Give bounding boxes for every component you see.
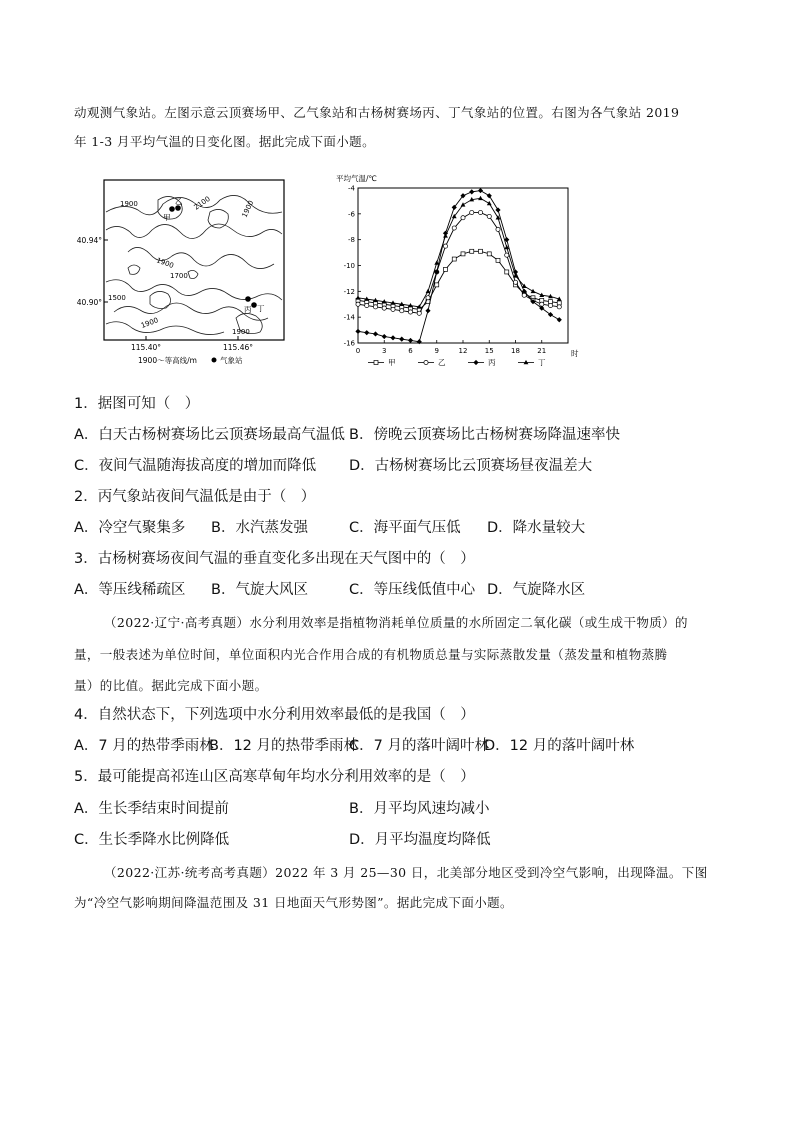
q5-option-c[interactable]: C．生长季降水比例降低 bbox=[74, 832, 230, 848]
q2-option-d[interactable]: D．降水量较大 bbox=[487, 520, 586, 536]
q2-option-c[interactable]: C．海平面气压低 bbox=[349, 520, 461, 536]
series-3 bbox=[355, 188, 561, 344]
data-point bbox=[382, 306, 386, 310]
lat-label: 40.94° bbox=[76, 236, 102, 245]
q5-option-a[interactable]: A．生长季结束时间提前 bbox=[74, 801, 229, 817]
question-2-stem: 2．丙气象站夜间气温低是由于（ ） bbox=[74, 489, 316, 505]
station-label: 丙 bbox=[244, 305, 252, 314]
data-point bbox=[391, 307, 395, 311]
data-point bbox=[461, 202, 466, 206]
chart-ylabel: 平均气温/℃ bbox=[336, 174, 377, 183]
station-jia-marker bbox=[169, 206, 175, 212]
data-point bbox=[478, 196, 483, 200]
passage-2-line-3: 量）的比值。据此完成下面小题。 bbox=[74, 678, 268, 693]
contour-label: 1900 bbox=[232, 328, 250, 336]
y-tick-label: -16 bbox=[343, 339, 355, 348]
data-point bbox=[549, 300, 553, 304]
y-tick-label: -4 bbox=[348, 184, 355, 193]
data-point bbox=[531, 289, 536, 293]
data-point bbox=[557, 317, 562, 322]
y-tick-label: -12 bbox=[343, 287, 355, 296]
data-point bbox=[478, 188, 483, 193]
data-point bbox=[495, 207, 500, 212]
lat-label: 40.90° bbox=[76, 298, 102, 307]
passage-3-line-2: 为“冷空气影响期间降温范围及 31 日地面天气形势图”。据此完成下面小题。 bbox=[74, 895, 513, 910]
contour-label: 1900 bbox=[155, 256, 175, 270]
x-tick-label: 0 bbox=[355, 347, 361, 355]
data-point bbox=[470, 210, 474, 214]
legend-label: 乙 bbox=[438, 358, 446, 367]
data-point bbox=[426, 289, 431, 293]
data-point bbox=[365, 303, 369, 307]
station-label: 乙 bbox=[175, 197, 183, 206]
data-point bbox=[356, 295, 361, 299]
legend-station: 气象站 bbox=[220, 356, 243, 365]
q3-option-b[interactable]: B．气旋大风区 bbox=[211, 582, 308, 598]
series-line bbox=[358, 251, 559, 309]
data-point bbox=[435, 283, 439, 287]
q1-option-b[interactable]: B．傍晚云顶赛场比古杨树赛场降温速率快 bbox=[349, 427, 620, 443]
q3-option-c[interactable]: C．等压线低值中心 bbox=[349, 582, 476, 598]
contour-label: 1700 bbox=[170, 272, 188, 280]
data-point bbox=[373, 331, 378, 336]
passage-2-line-2: 量，一般表述为单位时间，单位面积内光合作用合成的有机物质总量与实际蒸散发量（蒸发量和植物蒸腾 bbox=[74, 647, 668, 662]
data-point bbox=[417, 311, 421, 315]
intro-line-2: 年 1-3 月平均气温的日变化图。据此完成下面小题。 bbox=[74, 134, 375, 149]
data-point bbox=[487, 214, 491, 218]
data-point bbox=[355, 329, 360, 334]
station-yi-marker bbox=[175, 205, 181, 211]
station-label: 丁 bbox=[257, 304, 265, 313]
station-ding-marker bbox=[251, 302, 257, 308]
q3-option-d[interactable]: D．气旋降水区 bbox=[487, 582, 586, 598]
y-tick-label: -8 bbox=[348, 236, 355, 245]
data-point bbox=[548, 303, 552, 307]
data-point bbox=[444, 267, 448, 271]
series-2 bbox=[356, 210, 561, 315]
data-point bbox=[408, 338, 413, 343]
chart-xlabel: 时 bbox=[571, 349, 579, 358]
series-line bbox=[358, 198, 559, 307]
x-tick-label: 18 bbox=[511, 347, 520, 355]
q4-option-b[interactable]: B．12 月的热带季雨林 bbox=[209, 738, 359, 754]
data-point bbox=[487, 193, 492, 198]
data-point bbox=[364, 330, 369, 335]
x-tick-label: 9 bbox=[434, 347, 439, 355]
x-tick-label: 12 bbox=[458, 347, 468, 355]
legend-contour: 1900～等高线/m bbox=[138, 356, 197, 365]
data-point bbox=[426, 296, 430, 300]
data-point bbox=[461, 252, 465, 256]
q4-option-d[interactable]: D．12 月的落叶阔叶林 bbox=[484, 738, 635, 754]
series-line bbox=[358, 213, 559, 314]
x-tick-label: 3 bbox=[382, 347, 387, 355]
q2-option-b[interactable]: B．水汽蒸发强 bbox=[211, 520, 308, 536]
q1-option-d[interactable]: D．古杨树赛场比云顶赛场昼夜温差大 bbox=[349, 458, 593, 474]
q2-option-a[interactable]: A．冷空气聚集多 bbox=[74, 520, 186, 536]
station-label: 甲 bbox=[163, 213, 171, 222]
y-tick-label: -10 bbox=[343, 262, 355, 270]
data-point bbox=[496, 258, 500, 262]
temperature-chart bbox=[330, 170, 580, 375]
x-tick-label: 6 bbox=[408, 347, 413, 355]
q1-option-c[interactable]: C．夜间气温随海拔高度的增加而降低 bbox=[74, 458, 317, 474]
passage-3-line-1: （2022·江苏·统考高考真题）2022 年 3 月 25—30 日，北美部分地区受到冷空气影响，出现降温。下图 bbox=[104, 865, 708, 880]
data-point bbox=[487, 252, 491, 256]
data-point bbox=[408, 310, 412, 314]
series-line bbox=[358, 191, 559, 342]
question-3-stem: 3．古杨树赛场夜间气温的垂直变化多出现在天气图中的（ ） bbox=[74, 551, 475, 567]
q5-option-d[interactable]: D．月平均温度均降低 bbox=[349, 832, 491, 848]
q1-option-a[interactable]: A．白天古杨树赛场比云顶赛场最高气温低 bbox=[74, 427, 345, 443]
data-point bbox=[557, 301, 561, 305]
chart-plot-area bbox=[358, 188, 568, 343]
contour-label: 1900 bbox=[120, 200, 138, 208]
question-5-stem: 5．最可能提高祁连山区高寒草甸年均水分利用效率的是（ ） bbox=[74, 769, 475, 785]
data-point bbox=[479, 249, 483, 253]
data-point bbox=[400, 309, 404, 313]
question-4-stem: 4．自然状态下，下列选项中水分利用效率最低的是我国（ ） bbox=[74, 707, 475, 723]
data-point bbox=[513, 280, 517, 284]
q4-option-c[interactable]: C．7 月的落叶阔叶林 bbox=[349, 738, 489, 754]
x-tick-label: 21 bbox=[537, 347, 547, 355]
data-point bbox=[356, 302, 360, 306]
data-point bbox=[399, 337, 404, 342]
legend-station-icon bbox=[212, 358, 217, 363]
data-point bbox=[470, 249, 474, 253]
legend-label: 丙 bbox=[488, 358, 496, 367]
data-point bbox=[373, 305, 377, 309]
contour-label: 1500 bbox=[108, 294, 126, 302]
legend-marker bbox=[424, 360, 428, 364]
data-point bbox=[496, 227, 500, 231]
contour-label: 1900 bbox=[139, 316, 160, 330]
data-point bbox=[390, 335, 395, 340]
q4-option-a[interactable]: A．7 月的热带季雨林 bbox=[74, 738, 214, 754]
legend-label: 甲 bbox=[388, 358, 396, 367]
legend-label: 丁 bbox=[538, 358, 546, 367]
contour-label: 2100 bbox=[192, 194, 212, 212]
contour-lines bbox=[106, 195, 282, 334]
data-point bbox=[425, 308, 430, 313]
data-point bbox=[452, 226, 456, 230]
data-point bbox=[452, 257, 456, 261]
data-point bbox=[487, 201, 492, 205]
q3-option-a[interactable]: A．等压线稀疏区 bbox=[74, 582, 186, 598]
legend-marker bbox=[374, 361, 378, 365]
y-tick-label: -6 bbox=[348, 210, 355, 219]
legend-marker bbox=[473, 360, 478, 365]
data-point bbox=[469, 189, 474, 194]
topographic-map bbox=[68, 172, 300, 372]
lon-label: 115.40° bbox=[131, 343, 161, 352]
contour-label: 1900 bbox=[240, 199, 256, 219]
passage-2-line-1: （2022·辽宁·高考真题）水分利用效率是指植物消耗单位质量的水所固定二氧化碳（或生成干物质）的 bbox=[104, 615, 688, 630]
series-4 bbox=[356, 196, 562, 309]
data-point bbox=[417, 339, 422, 344]
data-point bbox=[505, 270, 509, 274]
data-point bbox=[557, 305, 561, 309]
x-tick-label: 15 bbox=[484, 347, 494, 355]
intro-line-1: 动观测气象站。左图示意云顶赛场甲、乙气象站和古杨树赛场丙、丁气象站的位置。右图为各气象站 2019 bbox=[74, 105, 680, 120]
q5-option-b[interactable]: B．月平均风速均减小 bbox=[349, 801, 490, 817]
data-point bbox=[540, 298, 544, 302]
legend-marker bbox=[524, 360, 529, 364]
data-point bbox=[478, 210, 482, 214]
y-tick-label: -14 bbox=[343, 313, 355, 322]
data-point bbox=[382, 334, 387, 339]
question-1-stem: 1．据图可知（ ） bbox=[74, 396, 200, 412]
station-bing-marker bbox=[245, 296, 251, 302]
data-point bbox=[461, 216, 465, 220]
data-point bbox=[443, 244, 447, 248]
lon-label: 115.46° bbox=[223, 343, 253, 352]
